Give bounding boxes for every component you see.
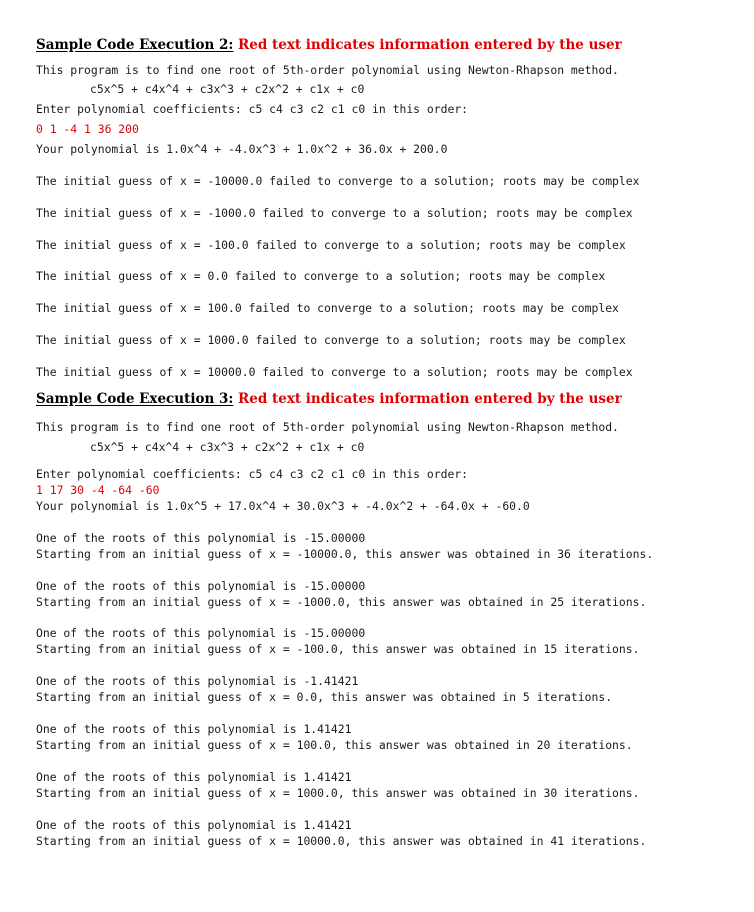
exec2-result-line: The initial guess of x = 0.0 failed to converge to a solution; roots may be complex: [36, 269, 606, 283]
exec3-root-line: One of the roots of this polynomial is -15.00000: [36, 626, 366, 640]
exec2-form: c5x^5 + c4x^4 + c3x^3 + c2x^2 + c1x + c0: [90, 82, 365, 96]
exec3-heading: [36, 391, 622, 407]
exec3-start-line: Starting from an initial guess of x = 100.0, this answer was obtained in 20 iterations.: [36, 738, 633, 752]
exec3-root-line: One of the roots of this polynomial is -15.00000: [36, 531, 366, 545]
exec3-intro: This program is to find one root of 5th-order polynomial using Newton-Rhapson method.: [36, 420, 619, 434]
exec3-user-input: 1 17 30 -4 -64 -60: [36, 483, 160, 497]
exec3-note: Red text indicates information entered by the user: [238, 391, 622, 407]
exec2-result-line: The initial guess of x = -1000.0 failed to converge to a solution; roots may be complex: [36, 206, 633, 220]
exec2-result-line: The initial guess of x = -100.0 failed to converge to a solution; roots may be complex: [36, 238, 626, 252]
exec2-note: Red text indicates information entered by the user: [238, 37, 622, 53]
exec3-label: Sample Code Execution 3:: [36, 391, 234, 407]
exec2-user-input: 0 1 -4 1 36 200: [36, 122, 139, 136]
exec3-start-line: Starting from an initial guess of x = 10000.0, this answer was obtained in 41 iterations.: [36, 834, 647, 848]
exec2-intro: This program is to find one root of 5th-order polynomial using Newton-Rhapson method.: [36, 63, 619, 77]
exec2-heading: [36, 37, 622, 53]
exec2-prompt: Enter polynomial coefficients: c5 c4 c3 c2 c1 c0 in this order:: [36, 102, 469, 116]
exec3-polynomial: Your polynomial is 1.0x^5 + 17.0x^4 + 30.0x^3 + -4.0x^2 + -64.0x + -60.0: [36, 499, 530, 513]
exec3-start-line: Starting from an initial guess of x = -10000.0, this answer was obtained in 36 iterations.: [36, 547, 654, 561]
exec3-start-line: Starting from an initial guess of x = 0.0, this answer was obtained in 5 iterations.: [36, 690, 613, 704]
exec3-form: c5x^5 + c4x^4 + c3x^3 + c2x^2 + c1x + c0: [90, 440, 365, 454]
exec3-root-line: One of the roots of this polynomial is 1.41421: [36, 770, 352, 784]
exec3-root-line: One of the roots of this polynomial is -15.00000: [36, 579, 366, 593]
exec3-root-line: One of the roots of this polynomial is 1.41421: [36, 722, 352, 736]
exec3-start-line: Starting from an initial guess of x = 1000.0, this answer was obtained in 30 iterations.: [36, 786, 640, 800]
exec3-start-line: Starting from an initial guess of x = -100.0, this answer was obtained in 15 iterations.: [36, 642, 640, 656]
exec3-root-line: One of the roots of this polynomial is 1.41421: [36, 818, 352, 832]
exec3-root-line: One of the roots of this polynomial is -1.41421: [36, 674, 359, 688]
exec3-prompt: Enter polynomial coefficients: c5 c4 c3 c2 c1 c0 in this order:: [36, 467, 469, 481]
exec2-result-line: The initial guess of x = 10000.0 failed to converge to a solution; roots may be complex: [36, 365, 633, 379]
exec2-label: Sample Code Execution 2:: [36, 37, 234, 53]
exec2-result-line: The initial guess of x = 1000.0 failed to converge to a solution; roots may be complex: [36, 333, 626, 347]
exec2-result-line: The initial guess of x = -10000.0 failed to converge to a solution; roots may be complex: [36, 174, 640, 188]
exec2-polynomial: Your polynomial is 1.0x^4 + -4.0x^3 + 1.0x^2 + 36.0x + 200.0: [36, 142, 448, 156]
exec3-start-line: Starting from an initial guess of x = -1000.0, this answer was obtained in 25 iterations.: [36, 595, 647, 609]
exec2-result-line: The initial guess of x = 100.0 failed to converge to a solution; roots may be complex: [36, 301, 619, 315]
